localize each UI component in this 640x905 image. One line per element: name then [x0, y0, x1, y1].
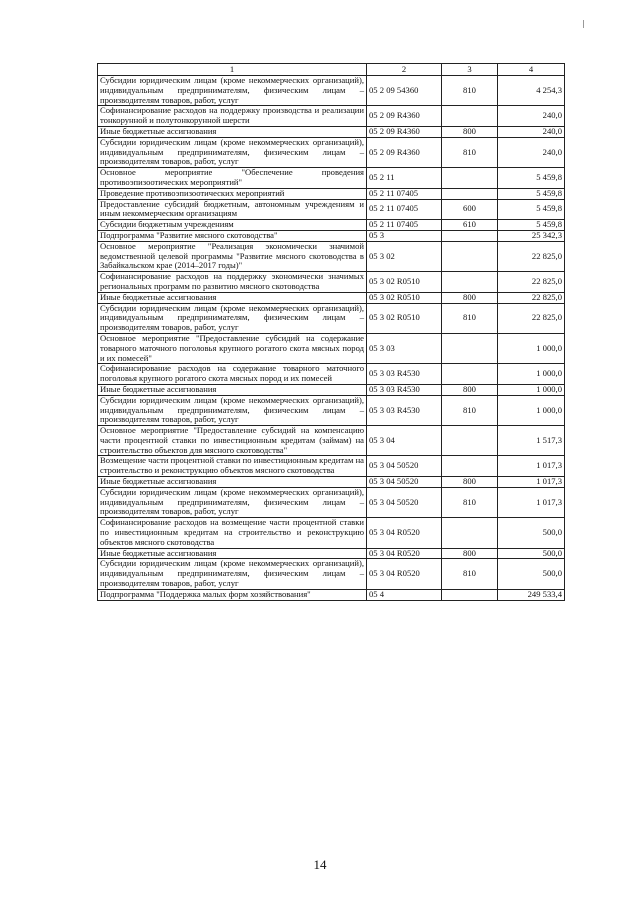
row-sum: 1 000,0 — [498, 384, 565, 395]
row-code: 05 3 04 50520 — [367, 487, 442, 517]
row-name: Субсидии юридическим лицам (кроме некоммерческих организаций), индивидуальным предпринимателям, физическим лицам – производителям товаров, работ, услуг — [98, 487, 367, 517]
table-row — [98, 292, 565, 303]
row-expense-type — [442, 364, 498, 385]
table-row — [98, 426, 565, 456]
row-expense-type: 810 — [442, 487, 498, 517]
table-row — [98, 333, 565, 363]
row-sum: 5 459,8 — [498, 220, 565, 231]
row-sum: 5 459,8 — [498, 199, 565, 220]
table-row — [98, 477, 565, 488]
table-body — [98, 76, 565, 601]
table-row — [98, 199, 565, 220]
table-row — [98, 241, 565, 271]
row-code: 05 2 11 07405 — [367, 220, 442, 231]
row-sum: 22 825,0 — [498, 292, 565, 303]
row-expense-type — [442, 426, 498, 456]
row-expense-type: 810 — [442, 137, 498, 167]
row-sum: 1 517,3 — [498, 426, 565, 456]
table-row — [98, 137, 565, 167]
table-row — [98, 487, 565, 517]
row-expense-type: 800 — [442, 384, 498, 395]
row-name: Подпрограмма "Поддержка малых форм хозяйствования" — [98, 589, 367, 600]
row-sum: 1 017,3 — [498, 477, 565, 488]
row-name: Субсидии юридическим лицам (кроме некоммерческих организаций), индивидуальным предпринимателям, физическим лицам – производителям товаров, работ, услуг — [98, 395, 367, 425]
row-sum: 22 825,0 — [498, 303, 565, 333]
row-code: 05 3 02 R0510 — [367, 303, 442, 333]
table-row — [98, 168, 565, 189]
row-sum: 5 459,8 — [498, 168, 565, 189]
row-expense-type — [442, 518, 498, 548]
row-expense-type: 800 — [442, 477, 498, 488]
scan-mark — [583, 20, 584, 28]
row-code: 05 3 04 — [367, 426, 442, 456]
row-name: Основное мероприятие "Предоставление субсидий на содержание товарного маточного поголовья крупного рогатого скота мясных пород и их помесей" — [98, 333, 367, 363]
row-name: Основное мероприятие "Обеспечение проведения противоэпизоотических мероприятий" — [98, 168, 367, 189]
row-code: 05 3 02 R0510 — [367, 272, 442, 293]
row-code: 05 3 03 — [367, 333, 442, 363]
table-row — [98, 230, 565, 241]
row-sum: 4 254,3 — [498, 76, 565, 106]
row-name: Подпрограмма "Развитие мясного скотоводства" — [98, 230, 367, 241]
row-expense-type — [442, 106, 498, 127]
row-expense-type — [442, 188, 498, 199]
row-code: 05 3 04 R0520 — [367, 559, 442, 589]
table-row — [98, 220, 565, 231]
row-name: Софинансирование расходов на содержание товарного маточного поголовья крупного рогатого скота мясных пород и их помесей — [98, 364, 367, 385]
header-col-3: 3 — [442, 64, 498, 76]
row-name: Софинансирование расходов на поддержку производства и реализации тонкорунной и полутонкорунной шерсти — [98, 106, 367, 127]
row-name: Основное мероприятие "Реализация экономически значимой ведомственной целевой программы "Развитие мясного скотоводства в Забайкальском крае (2014–2017 годы)" — [98, 241, 367, 271]
row-expense-type: 800 — [442, 126, 498, 137]
table-row — [98, 548, 565, 559]
row-sum: 22 825,0 — [498, 241, 565, 271]
row-expense-type: 800 — [442, 548, 498, 559]
row-expense-type: 600 — [442, 199, 498, 220]
row-expense-type: 810 — [442, 395, 498, 425]
row-code: 05 3 04 R0520 — [367, 518, 442, 548]
header-col-2: 2 — [367, 64, 442, 76]
row-sum: 25 342,3 — [498, 230, 565, 241]
row-code: 05 4 — [367, 589, 442, 600]
row-name: Субсидии юридическим лицам (кроме некоммерческих организаций), индивидуальным предпринимателям, физическим лицам – производителям товаров, работ, услуг — [98, 303, 367, 333]
row-code: 05 3 02 R0510 — [367, 292, 442, 303]
table-row — [98, 589, 565, 600]
row-sum: 500,0 — [498, 559, 565, 589]
row-expense-type — [442, 456, 498, 477]
row-sum: 500,0 — [498, 518, 565, 548]
table-row — [98, 559, 565, 589]
row-sum: 22 825,0 — [498, 272, 565, 293]
header-row — [98, 64, 565, 76]
row-name: Софинансирование расходов на возмещение части процентной ставки по инвестиционным кредитам на строительство и реконструкцию объектов мясного скотоводства — [98, 518, 367, 548]
table-row — [98, 126, 565, 137]
row-sum: 1 000,0 — [498, 364, 565, 385]
row-code: 05 3 02 — [367, 241, 442, 271]
row-expense-type: 610 — [442, 220, 498, 231]
table-row — [98, 272, 565, 293]
table-row — [98, 76, 565, 106]
row-code: 05 3 03 R4530 — [367, 395, 442, 425]
row-name: Предоставление субсидий бюджетным, автономным учреждениям и иным некоммерческим организациям — [98, 199, 367, 220]
budget-table — [97, 63, 565, 601]
row-name: Субсидии юридическим лицам (кроме некоммерческих организаций), индивидуальным предпринимателям, физическим лицам – производителям товаров, работ, услуг — [98, 559, 367, 589]
row-name: Софинансирование расходов на поддержку экономически значимых региональных программ по развитию мясного скотоводства — [98, 272, 367, 293]
row-sum: 1 017,3 — [498, 487, 565, 517]
row-expense-type — [442, 241, 498, 271]
row-code: 05 3 03 R4530 — [367, 384, 442, 395]
row-sum: 5 459,8 — [498, 188, 565, 199]
row-name: Возмещение части процентной ставки по инвестиционным кредитам на строительство и реконструкцию объектов мясного скотоводства — [98, 456, 367, 477]
table-row — [98, 106, 565, 127]
table-row — [98, 456, 565, 477]
table-row — [98, 364, 565, 385]
table-row — [98, 518, 565, 548]
header-col-1: 1 — [98, 64, 367, 76]
table-row — [98, 395, 565, 425]
header-col-4: 4 — [498, 64, 565, 76]
row-code: 05 3 03 R4530 — [367, 364, 442, 385]
row-code: 05 2 09 R4360 — [367, 137, 442, 167]
row-expense-type — [442, 230, 498, 241]
row-name: Субсидии бюджетным учреждениям — [98, 220, 367, 231]
row-name: Иные бюджетные ассигнования — [98, 126, 367, 137]
row-name: Субсидии юридическим лицам (кроме некоммерческих организаций), индивидуальным предпринимателям, физическим лицам – производителям товаров, работ, услуг — [98, 76, 367, 106]
row-name: Иные бюджетные ассигнования — [98, 477, 367, 488]
row-sum: 500,0 — [498, 548, 565, 559]
row-expense-type — [442, 589, 498, 600]
page-number: 14 — [313, 857, 327, 872]
row-code: 05 2 11 07405 — [367, 199, 442, 220]
row-sum: 1 000,0 — [498, 395, 565, 425]
row-sum: 1 000,0 — [498, 333, 565, 363]
row-expense-type: 810 — [442, 303, 498, 333]
row-name: Основное мероприятие "Предоставление субсидий на компенсацию части процентной ставки по инвестиционным кредитам (займам) на строительство объектов для мясного скотоводства" — [98, 426, 367, 456]
row-code: 05 2 09 R4360 — [367, 106, 442, 127]
table-row — [98, 384, 565, 395]
row-code: 05 2 11 07405 — [367, 188, 442, 199]
row-expense-type: 810 — [442, 76, 498, 106]
row-code: 05 2 11 — [367, 168, 442, 189]
row-sum: 240,0 — [498, 126, 565, 137]
row-code: 05 2 09 R4360 — [367, 126, 442, 137]
row-name: Проведение противоэпизоотических мероприятий — [98, 188, 367, 199]
row-sum: 249 533,4 — [498, 589, 565, 600]
row-name: Иные бюджетные ассигнования — [98, 384, 367, 395]
row-code: 05 3 04 50520 — [367, 456, 442, 477]
row-expense-type: 810 — [442, 559, 498, 589]
row-name: Иные бюджетные ассигнования — [98, 548, 367, 559]
row-name: Субсидии юридическим лицам (кроме некоммерческих организаций), индивидуальным предпринимателям, физическим лицам – производителям товаров, работ, услуг — [98, 137, 367, 167]
row-code: 05 3 — [367, 230, 442, 241]
row-code: 05 3 04 R0520 — [367, 548, 442, 559]
row-sum: 240,0 — [498, 106, 565, 127]
table-row — [98, 303, 565, 333]
row-expense-type: 800 — [442, 292, 498, 303]
row-name: Иные бюджетные ассигнования — [98, 292, 367, 303]
table-row — [98, 188, 565, 199]
row-code: 05 2 09 54360 — [367, 76, 442, 106]
row-sum: 1 017,3 — [498, 456, 565, 477]
row-expense-type — [442, 333, 498, 363]
row-expense-type — [442, 168, 498, 189]
row-code: 05 3 04 50520 — [367, 477, 442, 488]
row-expense-type — [442, 272, 498, 293]
row-sum: 240,0 — [498, 137, 565, 167]
